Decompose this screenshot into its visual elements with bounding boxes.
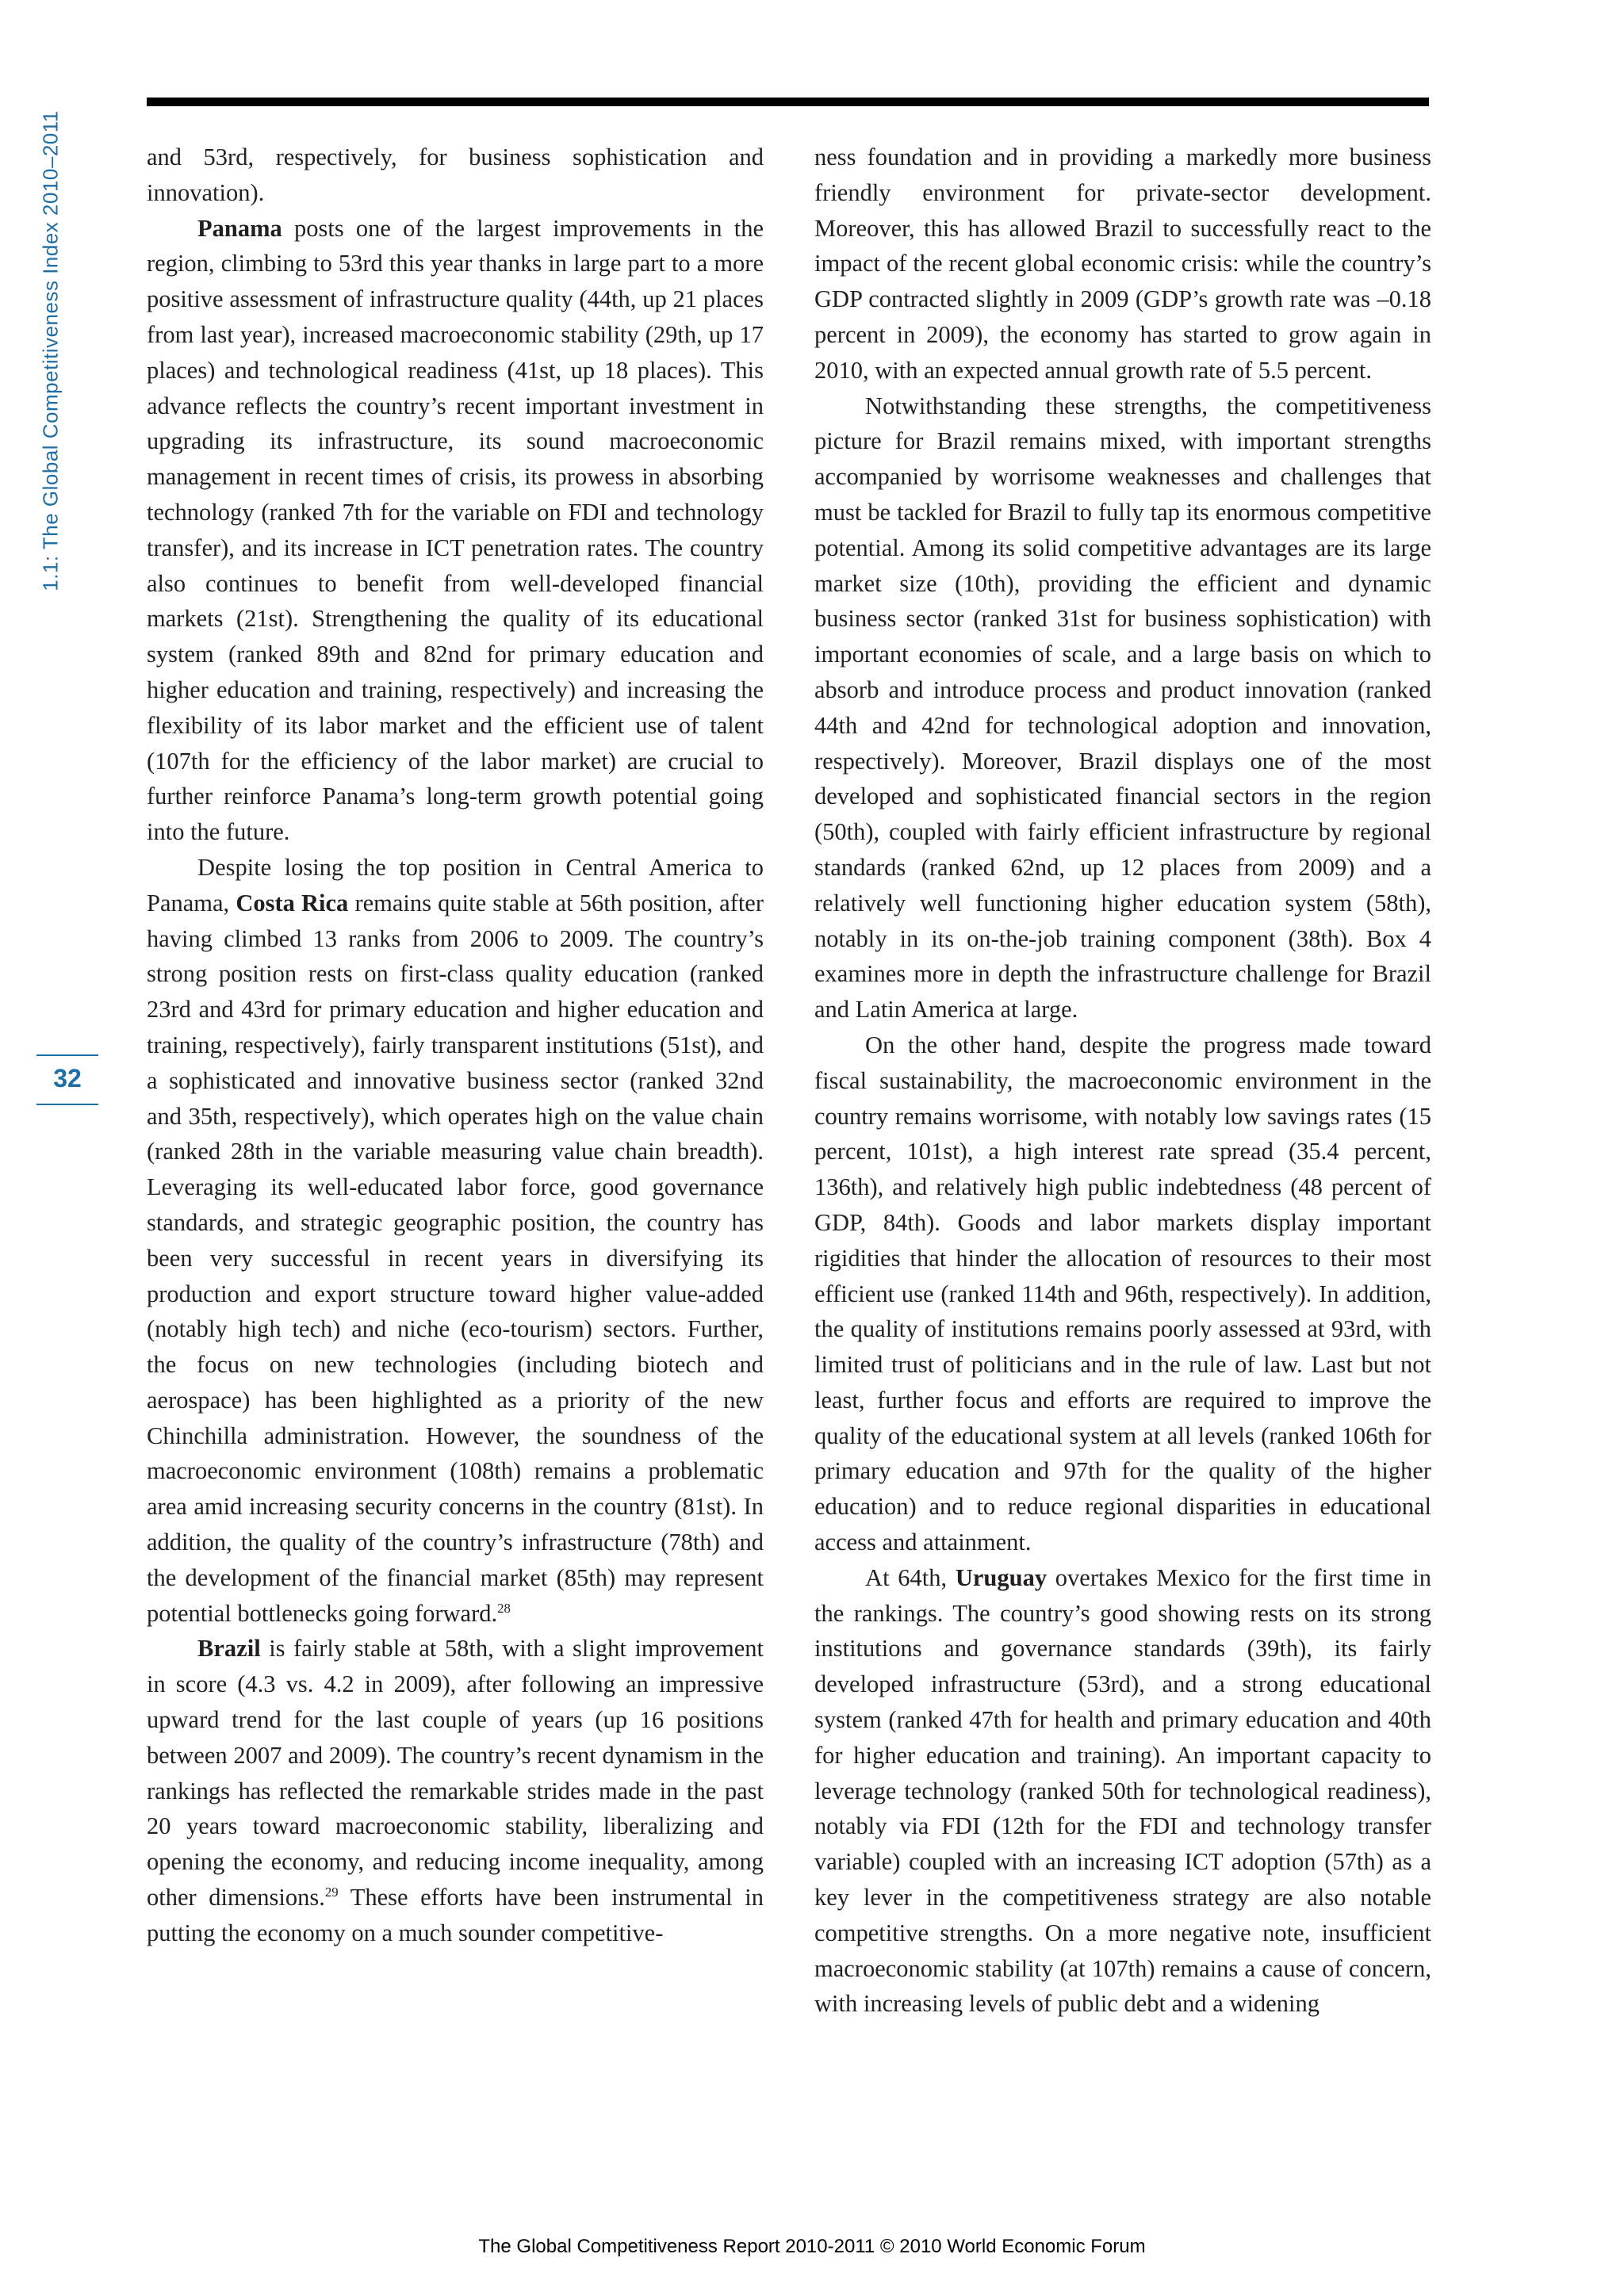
page-footer: The Global Competitiveness Report 2010-2011 © 2010 World Economic Forum [478,2236,1146,2257]
paragraph-uruguay [814,1560,1431,2022]
paragraph-text: These efforts have been instrumental in putting the economy on a much sounder competitive- [147,1884,764,1946]
paragraph-text: and 53rd, respectively, for business sophistication and innovation). [147,144,764,206]
paragraph-text: is fairly stable at 58th, with a slight improvement in score (4.3 vs. 4.2 in 2009), after following an impressive upward trend for the last couple of years (up 16 positions between 2007 and 2009). The country’s recent dynamism in the rankings has reflected the remarkable strides made in the past 20 years toward macroeconomic stability, liberalizing and opening the economy, and reducing income inequality, among other dimensions. [147,1635,764,1911]
paragraph [814,388,1431,1027]
paragraph [814,140,1431,388]
paragraph-text: overtakes Mexico for the first time in the rankings. The country’s good showing rests on its strong institutions and governance standards (39th), its fairly developed infrastructure (53rd), and a strong educational system (ranked 47th for health and primary education and 40th for higher education and training). An important capacity to leverage technology (ranked 50th for technological readiness), notably via FDI (12th for the FDI and technology transfer variable) coupled with an increasing ICT adoption (57th) as a key lever in the competitiveness strategy are also notable competitive strengths. On a more negative note, insufficient macroeconomic stability (at 107th) remains a cause of concern, with increasing levels of public debt and a widening [814,1563,1431,2018]
paragraph-text: Despite losing the top position in Central America to Panama, [147,853,764,916]
paragraph-text: remains quite stable at 56th position, after having climbed 13 ranks from 2006 to 2009. The country’s strong position rests on first-class quality education (ranked 23rd and 43rd for primary education and higher education and training, respectively), fairly transparent institutions (51st), and a sophisticated and innovative business sector (ranked 32nd and 35th, respectively), which operates high on the value chain (ranked 28th in the variable measuring value chain breadth). Leveraging its well-educated labor force, good governance standards, and strategic geographic position, the country has been very successful in recent years in diversifying its production and export structure toward higher value-added (notably high tech) and niche (eco-tourism) sectors. Further, the focus on new technologies (including biotech and aerospace) has been highlighted as a priority of the new Chinchilla administration. However, the soundness of the macroeconomic environment (108th) remains a problematic area amid increasing security concerns in the country (81st). In addition, the quality of the country’s infrastructure (78th) and the development of the financial market (85th) may represent potential bottlenecks going forward. [147,889,764,1627]
paragraph [814,1027,1431,1560]
paragraph-text: ness foundation and in providing a markedly more business friendly environment for private-sector development. Moreover, this has allowed Brazil to successfully react to the impact of the recent global economic crisis: while the country’s GDP contracted slightly in 2009 (GDP’s growth rate was –0.18 percent in 2009), the economy has started to grow again in 2010, with an expected annual growth rate of 5.5 percent. [814,144,1431,384]
paragraph-text: posts one of the largest improvements in the region, climbing to 53rd this year thanks in large part to a more positive assessment of infrastructure quality (44th, up 21 places from last year), increased macroeconomic stability (29th, up 17 places) and technological readiness (41st, up 18 places). This advance reflects the country’s recent important investment in upgrading its infrastructure, its sound macroeconomic management in recent times of crisis, its prowess in absorbing technology (ranked 7th for the variable on FDI and technology transfer), and its increase in ICT penetration rates. The country also continues to benefit from well-developed financial markets (21st). Strengthening the quality of its educational system (ranked 89th and 82nd for primary education and higher education and training, respectively) and increasing the flexibility of its labor market and the efficient use of talent (107th for the efficiency of the labor market) are crucial to further reinforce Panama’s long-term growth potential going into the future. [147,214,764,846]
footnote-ref[interactable]: 29 [324,1884,339,1900]
paragraph-text: At 64th, [865,1563,956,1591]
country-name: Brazil [197,1635,261,1663]
right-column [814,140,1431,2022]
page-number-rule-bottom [36,1104,98,1105]
page-number: 32 [53,1064,82,1093]
paragraph-costa-rica [147,850,764,1632]
paragraph-panama [147,211,764,850]
country-name: Costa Rica [236,889,349,916]
footnote-ref[interactable]: 28 [497,1600,511,1616]
paragraph-text: Notwithstanding these strengths, the competitiveness picture for Brazil remains mixed, with important strengths accompanied by worrisome weaknesses and challenges that must be tackled for Brazil to fully tap its enormous competitive potential. Among its solid competitive advantages are its large market size (10th), providing the efficient and dynamic business sector (ranked 31st for business sophistication) with important economies of scale, and a large basis on which to absorb and introduce process and product innovation (ranked 44th and 42nd for technological adoption and innovation, respectively). Moreover, Brazil displays one of the most developed and sophisticated financial sectors in the region (50th), coupled with fairly efficient infrastructure by regional standards (ranked 62nd, up 12 places from 2009) and a relatively well functioning higher education system (58th), notably in its on-the-job training component (38th). Box 4 examines more in depth the infrastructure challenge for Brazil and Latin America at large. [814,392,1431,1024]
country-name: Panama [197,214,282,242]
paragraph [147,140,764,211]
running-head-text: 1.1: The Global Competitiveness Index 2010–2011 [38,109,63,591]
page-number-rule-top [36,1054,98,1056]
paragraph-text: On the other hand, despite the progress made toward fiscal sustainability, the macroeconomic environment in the country remains worrisome, with notably low savings rates (15 percent, 101st), a high interest rate spread (35.4 percent, 136th), and relatively high public indebtedness (48 percent of GDP, 84th). Goods and labor markets display important rigidities that hinder the allocation of resources to their most efficient use (ranked 114th and 96th, respectively). In addition, the quality of institutions remains poorly assessed at 93rd, with limited trust of politicians and in the rule of law. Last but not least, further focus and efforts are required to improve the quality of the educational system at all levels (ranked 106th for primary education and 97th for the quality of the higher education) and to reduce regional disparities in educational access and attainment. [814,1031,1431,1556]
left-column [147,140,764,1951]
paragraph-brazil [147,1631,764,1950]
country-name: Uruguay [955,1563,1048,1591]
running-head [35,105,67,596]
top-rule [147,98,1429,106]
